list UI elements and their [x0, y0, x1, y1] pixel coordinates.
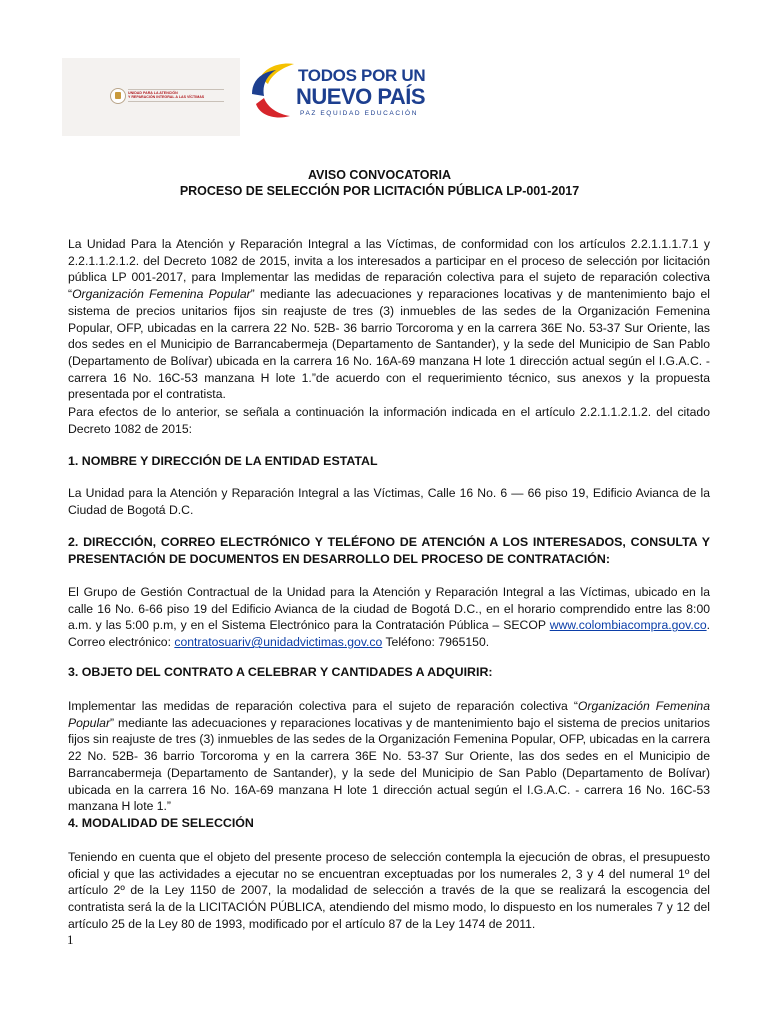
intro-text: La Unidad Para la Atención y Reparación Integral a las Víctimas, de conformidad con los artículos 2.2.1.1.1.7.1 y 2.2.1.1.2.1.2. del Decreto 1082 de 2015, invita a los interesados a participar en el proceso de selección por licitación pública LP 001-2017, para Implementar las medidas de reparación colectiva para el sujeto de reparación colectiva “ [68, 237, 710, 302]
document-title: AVISO CONVOCATORIA [307, 168, 452, 182]
section2-heading: 2. DIRECCIÓN, CORREO ELECTRÓNICO Y TELÉFONO DE ATENCIÓN A LOS INTERESADOS, CONSULTA Y PRESENTACIÓN DE DOCUMENTOS EN DESARROLLO DEL PROCESO DE CONTRATACIÓN: [68, 535, 710, 566]
organization-name: Organización Femenina Popular [72, 287, 251, 302]
section2-text-a: El Grupo de Gestión Contractual de la Unidad para la Atención y Reparación Integral a las Víctimas, ubicado en la calle 16 No. 6-66 piso 19 del Edificio Avianca de la ciudad de Bogotá D.C., en el horario comprendido entre las 8:00 a.m. y las 5:00 p.m, y en el Sistema Electrónico para la Contratación Pública – SECOP [68, 585, 710, 633]
page-number: 1 [67, 932, 74, 947]
section2-text-c: Teléfono: 7965150. [382, 635, 490, 650]
section1-heading: 1. NOMBRE Y DIRECCIÓN DE LA ENTIDAD ESTATAL [68, 454, 378, 468]
intro-paragraph [68, 236, 710, 403]
nuevo-pais-emblem-icon [246, 60, 298, 122]
section3-text [68, 698, 710, 815]
secop-link[interactable]: www.colombiacompra.gov.co [549, 618, 707, 633]
section1-text: La Unidad para la Atención y Reparación Integral a las Víctimas, Calle 16 No. 6 — 66 piso 19, Edificio Avianca de la Ciudad de Bogotá D.C. [68, 486, 710, 517]
intro-text-continued: ” mediante las adecuaciones y reparaciones locativas y de mantenimiento bajo el sistema de precios unitarios fijos sin reajuste de tres (3) inmuebles de las sedes de la Organización Femenina Popular, OFP, ubicadas en la carrera 22 No. 52B- 36 barrio Torcoroma y en la carrera 36E No. 53-37 Sur Oriente, las dos sedes en el Municipio de Barrancabermeja (Departamento de Santander), y la sede del Municipio de San Pablo (Departamento de Bolívar) ubicada en la carrera 16 No. 16A-69 manzana H lote 1 dirección actual según el I.G.A.C. - carrera 16 No. 16C-53 manzana H lote 1.”de acuerdo con el requerimiento técnico, sus anexos y la propuesta presentada por el contratista. [68, 287, 710, 402]
logo-divider [128, 101, 224, 102]
section3-text-a: Implementar las medidas de reparación colectiva para el sujeto de reparación colectiva “ [68, 699, 578, 713]
campaign-slogan-line2: NUEVO PAÍS [296, 84, 426, 109]
campaign-slogan-line1: TODOS POR UN [298, 66, 426, 85]
intro-paragraph-2: Para efectos de lo anterior, se señala a continuación la información indicada en el artículo 2.2.1.1.2.1.2. del citado Decreto 1082 de 2015: [68, 405, 710, 436]
section4-heading: 4. MODALIDAD DE SELECCIÓN [68, 816, 254, 830]
email-link[interactable]: contratosuariv@unidadvictimas.gov.co [174, 635, 383, 650]
campaign-slogan-line3: PAZ EQUIDAD EDUCACIÓN [300, 110, 418, 117]
section3-heading: 3. OBJETO DEL CONTRATO A CELEBRAR Y CANTIDADES A ADQUIRIR: [68, 665, 493, 679]
section4-text: Teniendo en cuenta que el objeto del presente proceso de selección contempla la ejecución de obras, el presupuesto oficial y que las actividades a ejecutar no se encuentran exceptuadas por los numerales 2, 3 y 4 del numeral 1º del artículo 2º de la Ley 1150 de 2007, la modalidad de selección a través de la que se realizará la escogencia del contratista será la de la LICITACIÓN PÚBLICA, atendiendo del mismo modo, lo dispuesto en los numerales 7 y 12 del artículo 25 de la Ley 80 de 1993, modificado por el artículo 87 de la Ley 1474 de 2011. [68, 850, 710, 931]
logo-divider [128, 89, 224, 90]
document-subtitle: PROCESO DE SELECCIÓN POR LICITACIÓN PÚBLICA LP-001-2017 [179, 184, 580, 198]
organization-name: Organización Femenina Popular [68, 699, 710, 730]
section3-text-b: ” mediante las adecuaciones y reparaciones locativas y de mantenimiento bajo el sistema de precios unitarios fijos sin reajuste de tres (3) inmuebles de las sedes de la Organización Femenina Popular, OFP, ubicadas en la carrera 22 No. 52B- 36 barrio Torcoroma y en la carrera 36E No. 53-37 Sur Oriente, las dos sedes en el Municipio de Barrancabermeja (Departamento de Santander), y la sede del Municipio de San Pablo (Departamento de Bolívar) ubicada en la carrera 16 No. 16A-69 manzana H lote 1 dirección actual según el I.G.A.C. - carrera 16 No. 16C-53 manzana H lote 1.” [68, 715, 710, 814]
unit-logo-text: UNIDAD PARA LA ATENCIÓN Y REPARACIÓN INTEGRAL A LAS VÍCTIMAS [128, 91, 205, 100]
section2-text [68, 584, 710, 651]
coat-of-arms-icon [110, 88, 126, 104]
section2-text-b: . Correo electrónico: [68, 618, 710, 650]
